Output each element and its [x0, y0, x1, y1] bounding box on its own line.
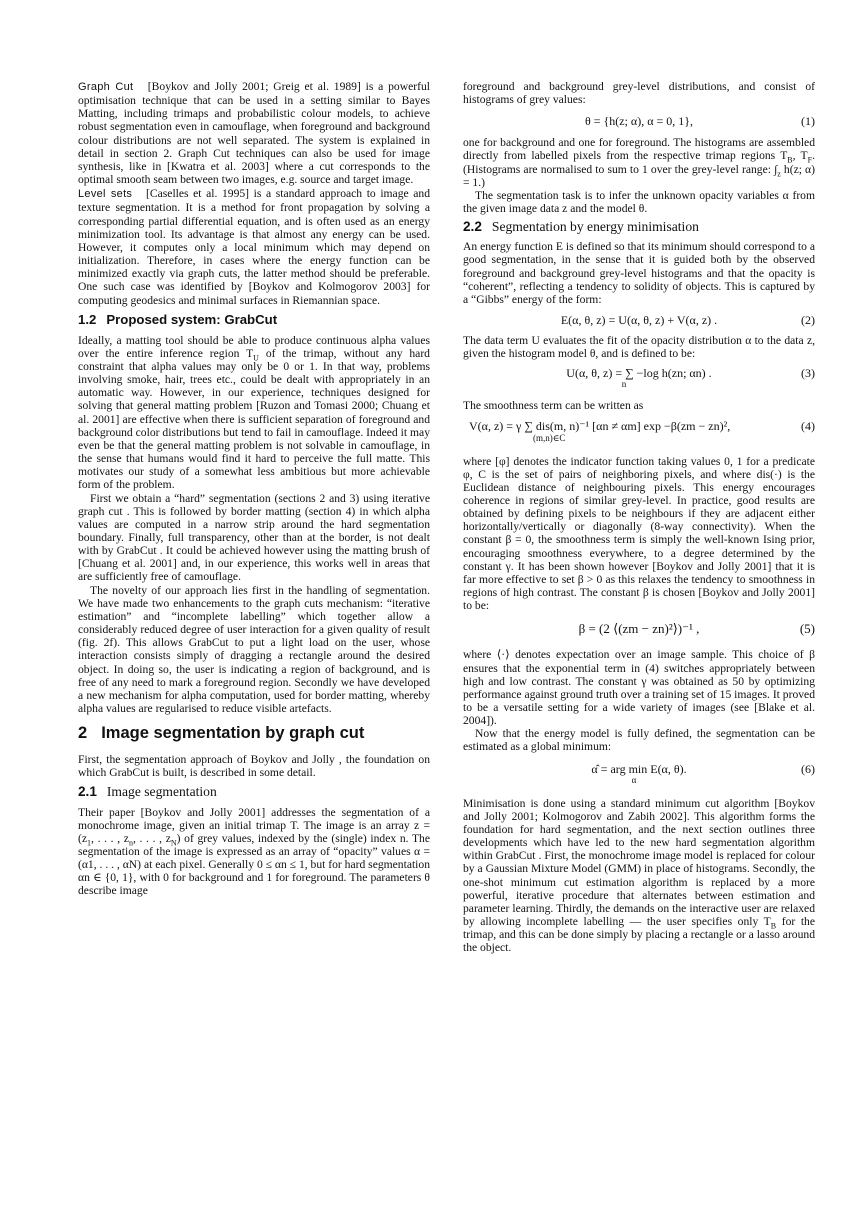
- equation-body: E(α, θ, z) = U(α, θ, z) + V(α, z) .: [560, 313, 718, 328]
- equation-number: (5): [799, 621, 815, 637]
- run-in-heading-graph-cut: Graph Cut: [78, 81, 134, 93]
- section-heading-2-2: [463, 219, 815, 235]
- section-heading-1-2: [78, 312, 430, 328]
- right-column: [463, 80, 815, 955]
- equation-body: α̂ = arg min E(α, θ).: [591, 761, 687, 776]
- paragraph-foreground-background: foreground and background grey-level distributions, and consist of histograms of grey values:: [463, 80, 815, 107]
- section-number: 2.2: [463, 219, 482, 235]
- section-number: 1.2: [78, 311, 97, 327]
- paragraph-data-term: The data term U evaluates the fit of the opacity distribution α to the data z, given the histogram model θ, and is defined to be:: [463, 334, 815, 361]
- equation-body: V(α, z) = γ ∑ dis(m, n)⁻¹ [αn ≠ αm] exp −β(zm − zn)²,: [469, 418, 731, 433]
- section-heading-2: [78, 723, 430, 743]
- equation-1: [463, 114, 815, 128]
- paragraph-one-for-background: one for background and one for foreground. The histograms are assembled directly from labelled pixels from the respective trimap regions $T_B$, $T_F$. (Histograms are normalised to sum to 1 over the grey-level range: $\int_z$ h(z; α) = 1.): [463, 136, 815, 189]
- equation-body: β = (2 ⟨(zm − zn)²⟩)⁻¹ ,: [578, 621, 700, 637]
- paragraph-segmentation-task: The segmentation task is to infer the unknown opacity variables α from the given image data z and the model θ.: [463, 188, 815, 216]
- equation-subscript: α: [631, 774, 637, 785]
- section-title: Image segmentation: [106, 783, 217, 799]
- paragraph-ideally: Ideally, a matting tool should be able to produce continuous alpha values over the entire inference region $T_U$ of the trimap, without any hard constraint that alpha values may only be 0 or 1. In that way, problems involving smoke, hair, trees etc., could be dealt with appropriately in an automatic way. However, in our experience, techniques designed for solving that general matting problem [Ruzon and Tomasi 2000; Chuang et al. 2001] are effective when there is sufficient separation of foreground and background color distributions but tend to fail in camouflage. Indeed it may even be that the general matting problem is not solvable in camouflage, in the sense that humans would find it hard to perceive the full matte. This motivates our study of a somewhat less ambitious but more achievable form of the problem.: [78, 333, 430, 492]
- paragraph-level-sets: [78, 187, 430, 306]
- section-number: 2: [78, 724, 88, 743]
- equation-subscript: (m,n)∈C: [533, 432, 566, 443]
- equation-number: (1): [801, 114, 815, 129]
- section-number: 2.1: [78, 783, 97, 799]
- paragraph-first-segmentation: First, the segmentation approach of Boykov and Jolly , the foundation on which GrabCut is built, is described in some detail.: [78, 753, 430, 780]
- left-column: [78, 80, 430, 898]
- equation-subscript: n: [621, 379, 627, 390]
- equation-2: [463, 313, 815, 327]
- equation-4: [463, 419, 815, 443]
- section-heading-2-1: [78, 784, 430, 800]
- section-title: Image segmentation by graph cut: [101, 724, 365, 743]
- equation-6: [463, 762, 815, 785]
- equation-number: (2): [801, 313, 815, 328]
- paragraph-where-indicator: where [φ] denotes the indicator function taking values 0, 1 for a predicate φ, C is the set of pairs of neighboring pixels, and where dis(·) is the Euclidean distance of neighbouring pixels. This energy encourages coherence in regions of similar grey-level. In practice, good results are obtained by defining pixels to be neighbours if they are adjacent either horizontally/vertically or diagonally (8-way connectivity). When the constant β = 0, the smoothness term is simply the well-known Ising prior, encouraging smoothness everywhere, to a degree determined by the constant γ. It has been shown however [Boykov and Jolly 2001] that it is far more effective to set β > 0 as this relaxes the tendency to smoothness in regions of high contrast. The constant β is chosen [Boykov and Jolly 2001] to be:: [463, 454, 815, 613]
- paragraph-text: [Caselles et al. 1995] is a standard approach to image and texture segmentation. It is a method for front propagation by solving a corresponding partial differential equation, and is often used as an energy minimization tool. Its advantage is that almost any energy can be used. However, it computes only a local minimum which may depend on initialization. Therefore, in cases where the energy function can be minimized exactly via graph cuts, the latter method should be preferable. One such case was identified by [Boykov and Kolmogorov 2003] for computing geodesics and minimal surfaces in Riemannian space.: [78, 187, 430, 307]
- equation-number: (4): [801, 418, 815, 433]
- equation-3: [463, 366, 815, 389]
- section-title: Proposed system: GrabCut: [106, 311, 278, 327]
- run-in-heading-level-sets: Level sets: [78, 188, 133, 201]
- equation-number: (3): [801, 366, 815, 381]
- equation-5: [463, 622, 815, 636]
- paragraph-minimisation: Minimisation is done using a standard minimum cut algorithm [Boykov and Jolly 2001; Kolmogorov and Zabih 2002]. This algorithm forms the foundation for hard segmentation, and the next section outlines three developments which have led to the new hard segmentation algorithm within GrabCut . First, the monochrome image model is replaced for colour by a Gaussian Mixture Model (GMM) in place of histograms. Secondly, the one-shot minimum cut estimation algorithm is replaced by a more powerful, iterative procedure that alternates between estimation and parameter learning. Thirdly, the demands on the interactive user are relaxed by allowing incomplete labelling — the user specifies only $T_B$ for the trimap, and this can be done simply by placing a rectangle or a lasso around the object.: [463, 796, 815, 955]
- paragraph-energy-function: An energy function E is defined so that its minimum should correspond to a good segmentation, in the sense that it is guided both by the observed foreground and background grey-level histograms and that the opacity is “coherent”, reflecting a tendency to solidity of objects. This is captured by a “Gibbs” energy of the form:: [463, 240, 815, 306]
- paragraph-smoothness: The smoothness term can be written as: [463, 399, 644, 413]
- paragraph-graph-cut: [78, 80, 430, 186]
- paragraph-their-paper: Their paper [Boykov and Jolly 2001] addresses the segmentation of a monochrome image, given an initial trimap T. The image is an array $z = (z_1$, . . . , $z_n$, . . . , $z_N$) of grey values, indexed by the (single) index n. The segmentation of the image is expressed as an array of “opacity” values α = (α1, . . . , αN) at each pixel. Generally 0 ≤ αn ≤ 1, but for hard segmentation αn ∈ {0, 1}, with 0 for background and 1 for foreground. The parameters θ describe image: [78, 805, 430, 898]
- paragraph-novelty: The novelty of our approach lies first in the handling of segmentation. We have made two enhancements to the graph cuts mechanism: “iterative estimation” and “incomplete labelling” which together allow a considerably reduced degree of user interaction for a given quality of result (fig. 2f). This allows GrabCut to put a light load on the user, whose interaction consists simply of dragging a rectangle around the desired object. In doing so, the user is indicating a region of background, and is free of any need to mark a foreground region. Secondly we have developed a new mechanism for alpha computation, used for border matting, whereby alpha values are regularised to reduce visible artefacts.: [78, 583, 430, 716]
- section-title: Segmentation by energy minimisation: [491, 219, 699, 235]
- paragraph-expectation: where ⟨·⟩ denotes expectation over an image sample. This choice of β ensures that the exponential term in (4) switches appropriately between high and low contrast. The constant γ was obtained as 50 by optimizing performance against ground truth over a training set of 15 images. It proved to be a versatile setting for a wide variety of images (see [Blake et al. 2004]).: [463, 648, 815, 728]
- equation-body: θ = {h(z; α), α = 0, 1},: [584, 114, 694, 129]
- paragraph-first-we: First we obtain a “hard” segmentation (sections 2 and 3) using iterative graph cut . This is followed by border matting (section 4) in which alpha values are computed in a narrow strip around the hard segmentation boundary. Finally, full transparency, other than at the border, is not dealt with by GrabCut . It could be achieved however using the matting brush of [Chuang et al. 2001] and, in our experience, this works well in areas that are sufficiently free of camouflage.: [78, 491, 430, 584]
- equation-body: U(α, θ, z) = ∑ −log h(zn; αn) .: [566, 366, 712, 381]
- paragraph-text: [Boykov and Jolly 2001; Greig et al. 1989] is a powerful optimisation technique that can be used in a setting similar to Bayes Matting, including trimaps and probabilistic colour models, to achieve robust segmentation even in camouflage, when foreground and background colour distributions are not well separated. The system is explained in detail in section 2. Graph Cut techniques can also be used for image synthesis, like in [Kwatra et al. 2003] where a cut corresponds to the optimal smooth seam between two images, e.g. source and target image.: [78, 80, 430, 187]
- equation-number: (6): [801, 761, 815, 776]
- paragraph-now-that: Now that the energy model is fully defined, the segmentation can be estimated as a global minimum:: [463, 727, 815, 754]
